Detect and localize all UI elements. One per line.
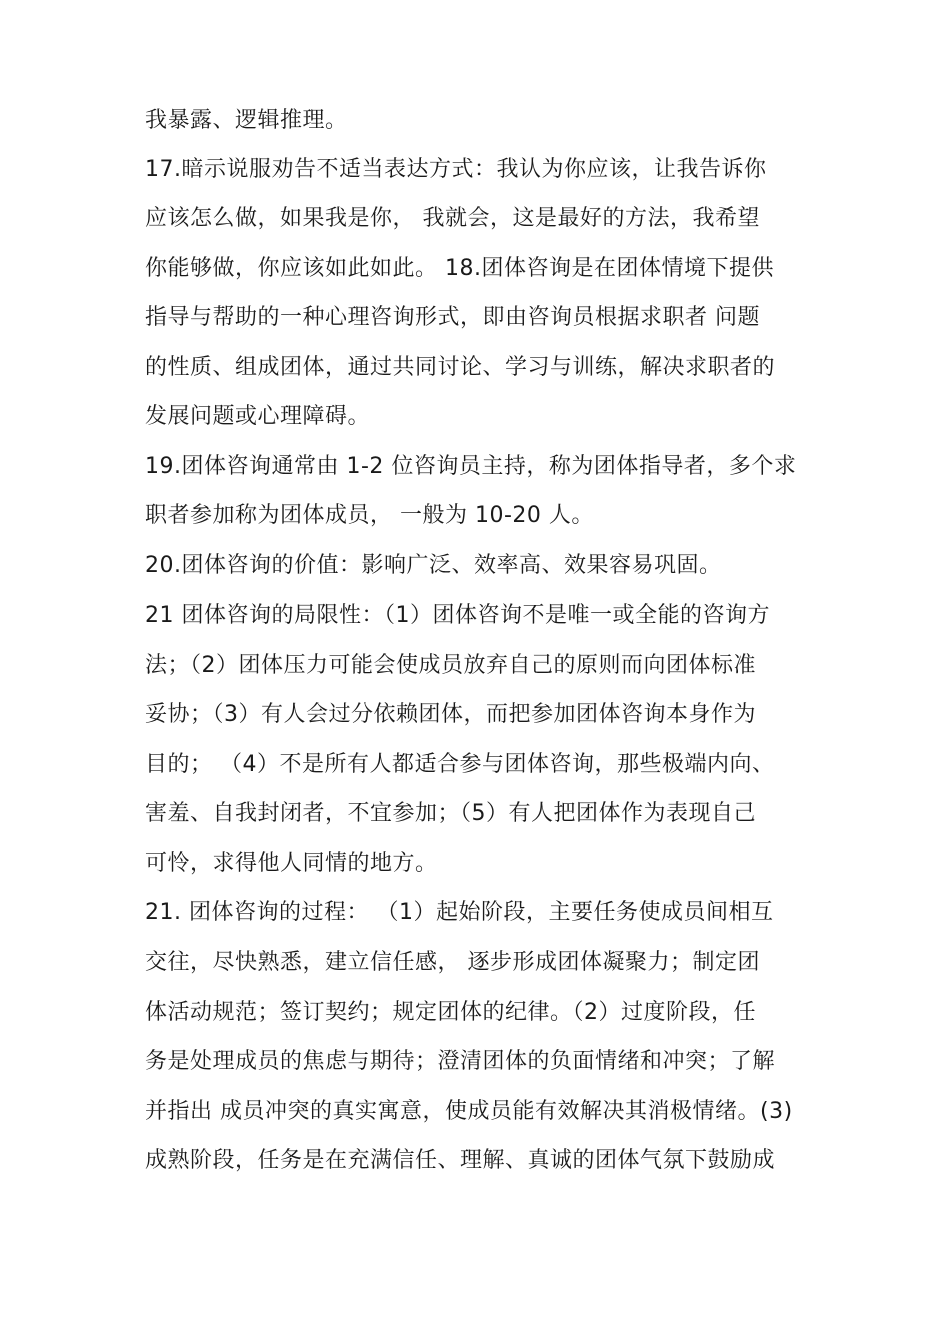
text-line: 成熟阶段，任务是在充满信任、理解、真诚的团体气氛下鼓励成 <box>145 1148 776 1173</box>
text-line: 应该怎么做，如果我是你， 我就会，这是最好的方法，我希望 <box>145 206 760 231</box>
text-line: 20.团体咨询的价值：影响广泛、效率高、效果容易巩固。 <box>145 553 722 578</box>
text-line: 你能够做，你应该如此如此。 18.团体咨询是在团体情境下提供 <box>145 256 774 281</box>
text-line: 妥协；（3）有人会过分依赖团体，而把参加团体咨询本身作为 <box>145 702 756 727</box>
text-line: 可怜，求得他人同情的地方。 <box>145 851 438 876</box>
text-line: 职者参加称为团体成员， 一般为 10-20 人。 <box>145 503 594 528</box>
text-line: 21 团体咨询的局限性：（1）团体咨询不是唯一或全能的咨询方 <box>145 603 770 628</box>
text-line: 21. 团体咨询的过程： （1）起始阶段，主要任务使成员间相互 <box>145 900 774 925</box>
text-line: 务是处理成员的焦虑与期待；澄清团体的负面情绪和冲突；了解 <box>145 1049 776 1074</box>
text-line: 法；（2）团体压力可能会使成员放弃自己的原则而向团体标准 <box>145 653 756 678</box>
text-line: 19.团体咨询通常由 1-2 位咨询员主持，称为团体指导者，多个求 <box>145 454 797 479</box>
text-line: 我暴露、逻辑推理。 <box>145 108 348 133</box>
text-line: 指导与帮助的一种心理咨询形式，即由咨询员根据求职者 问题 <box>145 305 760 330</box>
text-line: 交往，尽快熟悉，建立信任感， 逐步形成团体凝聚力；制定团 <box>145 950 760 975</box>
text-line: 17.暗示说服劝告不适当表达方式：我认为你应该，让我告诉你 <box>145 157 767 182</box>
text-line: 体活动规范；签订契约；规定团体的纪律。（2）过度阶段，任 <box>145 1000 756 1025</box>
text-line: 的性质、组成团体，通过共同讨论、学习与训练，解决求职者的 <box>145 355 776 380</box>
text-line: 并指出 成员冲突的真实寓意，使成员能有效解决其消极情绪。(3) <box>145 1099 793 1124</box>
text-line: 害羞、自我封闭者，不宜参加；（5）有人把团体作为表现自己 <box>145 801 756 826</box>
text-line: 发展问题或心理障碍。 <box>145 404 371 429</box>
text-line: 目的； （4）不是所有人都适合参与团体咨询，那些极端内向、 <box>145 752 775 777</box>
